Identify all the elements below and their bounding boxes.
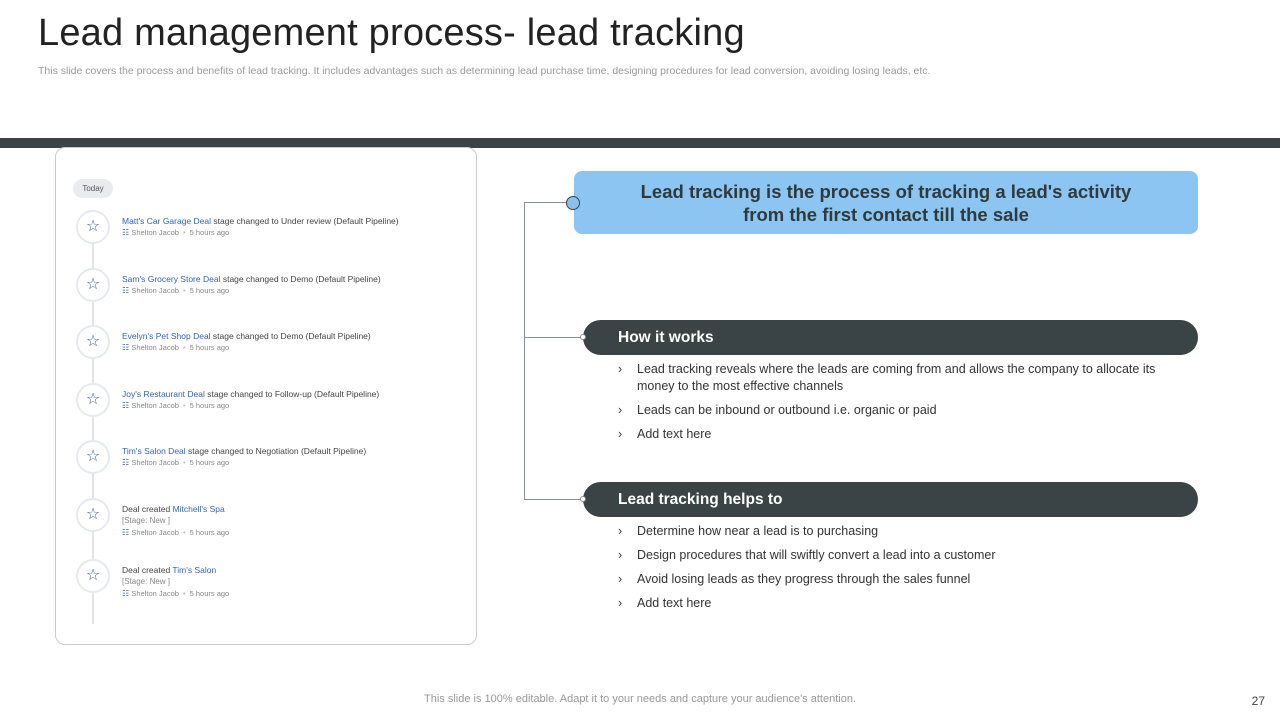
timeline-marker bbox=[76, 325, 110, 359]
definition-text bbox=[641, 180, 1132, 226]
timeline-item-time: 5 hours ago bbox=[189, 343, 230, 352]
deal-link[interactable]: Sam's Grocery Store Deal bbox=[122, 274, 221, 284]
timeline-item-text bbox=[122, 330, 371, 354]
separator-dot: • bbox=[182, 589, 186, 598]
timeline-item bbox=[76, 498, 466, 538]
separator-dot: • bbox=[182, 228, 186, 237]
definition-node-dot bbox=[566, 196, 580, 210]
separator-dot: • bbox=[182, 286, 186, 295]
timeline-marker bbox=[76, 383, 110, 417]
timeline-item bbox=[76, 325, 466, 365]
timeline-item-meta bbox=[122, 227, 399, 239]
user-icon: ☷ bbox=[122, 589, 132, 598]
timeline-item-meta bbox=[122, 285, 381, 297]
timeline-item-meta bbox=[122, 588, 229, 600]
bullet-item: › Determine how near a lead is to purchasing bbox=[618, 523, 1178, 540]
timeline-item-stage: [Stage: New ] bbox=[122, 516, 171, 525]
connector-to-helps-to bbox=[524, 499, 584, 500]
star-icon: ☆ bbox=[85, 333, 101, 350]
bullet-item: › Add text here bbox=[618, 426, 1178, 443]
timeline-marker bbox=[76, 440, 110, 474]
definition-line-2: from the first contact till the sale bbox=[743, 203, 1029, 225]
user-icon: ☷ bbox=[122, 343, 132, 352]
timeline-item bbox=[76, 383, 466, 423]
star-icon: ☆ bbox=[85, 218, 101, 235]
timeline-item-description: stage changed to Demo (Default Pipeline) bbox=[220, 274, 381, 284]
star-icon: ☆ bbox=[85, 567, 101, 584]
timeline-item bbox=[76, 440, 466, 480]
timeline-item-time: 5 hours ago bbox=[189, 286, 230, 295]
deal-link[interactable]: Tim's Salon Deal bbox=[122, 446, 186, 456]
timeline-item-meta bbox=[122, 400, 379, 412]
timeline-marker bbox=[76, 268, 110, 302]
deal-link[interactable]: Tim's Salon bbox=[172, 565, 217, 575]
timeline-item-description: stage changed to Under review (Default Pipeline) bbox=[211, 216, 399, 226]
bullet-item: › Leads can be inbound or outbound i.e. organic or paid bbox=[618, 402, 1178, 419]
timeline-item-stage: [Stage: New ] bbox=[122, 577, 171, 586]
definition-box bbox=[574, 171, 1198, 234]
timeline-item-user: Shelton Jacob bbox=[131, 343, 179, 352]
user-icon: ☷ bbox=[122, 228, 132, 237]
timeline-marker bbox=[76, 498, 110, 532]
timeline-item-text bbox=[122, 445, 366, 469]
user-icon: ☷ bbox=[122, 401, 132, 410]
bullet-item: › Add text here bbox=[618, 595, 1178, 612]
separator-dot: • bbox=[182, 458, 186, 467]
how-it-works-list bbox=[618, 361, 1178, 450]
how-it-works-label: How it works bbox=[618, 329, 714, 346]
timeline-item-meta bbox=[122, 457, 366, 469]
activity-timeline-panel bbox=[55, 147, 477, 645]
star-icon: ☆ bbox=[85, 391, 101, 408]
timeline-item-meta bbox=[122, 527, 229, 539]
timeline-item-time: 5 hours ago bbox=[189, 228, 230, 237]
deal-link[interactable]: Joy's Restaurant Deal bbox=[122, 389, 205, 399]
bullet-item: › Avoid losing leads as they progress through the sales funnel bbox=[618, 571, 1178, 588]
user-icon: ☷ bbox=[122, 458, 132, 467]
timeline-marker bbox=[76, 559, 110, 593]
deal-link[interactable]: Evelyn's Pet Shop Deal bbox=[122, 331, 211, 341]
timeline-item bbox=[76, 559, 466, 599]
slide-footer-note: This slide is 100% editable. Adapt it to your needs and capture your audience's attention. bbox=[424, 693, 856, 705]
helps-to-node-dot bbox=[580, 496, 586, 502]
timeline-item-user: Shelton Jacob bbox=[131, 589, 179, 598]
timeline-item-user: Shelton Jacob bbox=[131, 286, 179, 295]
page-number: 27 bbox=[1251, 694, 1265, 708]
timeline-item-time: 5 hours ago bbox=[189, 401, 230, 410]
separator-dot: • bbox=[182, 343, 186, 352]
timeline-item bbox=[76, 268, 466, 308]
user-icon: ☷ bbox=[122, 528, 132, 537]
connector-vertical-line bbox=[524, 202, 525, 500]
timeline-item-user: Shelton Jacob bbox=[131, 228, 179, 237]
user-icon: ☷ bbox=[122, 286, 132, 295]
timeline-item-prefix: Deal created bbox=[122, 565, 173, 575]
timeline-item-time: 5 hours ago bbox=[189, 458, 230, 467]
timeline-item-user: Shelton Jacob bbox=[131, 458, 179, 467]
separator-dot: • bbox=[182, 528, 186, 537]
deal-link[interactable]: Matt's Car Garage Deal bbox=[122, 216, 212, 226]
definition-line-1: Lead tracking is the process of tracking a lead's activity bbox=[640, 180, 1132, 202]
deal-link[interactable]: Mitchell's Spa bbox=[172, 504, 225, 514]
timeline-item-text bbox=[122, 215, 399, 239]
timeline-item-text bbox=[122, 273, 381, 297]
today-chip: Today bbox=[73, 179, 113, 198]
connector-to-how-it-works bbox=[524, 337, 584, 338]
timeline-item-time: 5 hours ago bbox=[189, 589, 230, 598]
slide-title: Lead management process- lead tracking bbox=[38, 12, 745, 54]
timeline-item-user: Shelton Jacob bbox=[131, 528, 179, 537]
timeline-item-time: 5 hours ago bbox=[189, 528, 230, 537]
timeline-item-description: stage changed to Negotiation (Default Pipeline) bbox=[185, 446, 367, 456]
star-icon: ☆ bbox=[85, 506, 101, 523]
star-icon: ☆ bbox=[85, 276, 101, 293]
timeline-item-user: Shelton Jacob bbox=[131, 401, 179, 410]
slide-subtitle: This slide covers the process and benefits of lead tracking. It includes advantages such as determining lead purchase time, designing procedures for lead conversion, avoiding losing leads, etc. bbox=[38, 65, 931, 77]
timeline-item-description: stage changed to Follow-up (Default Pipeline) bbox=[204, 389, 380, 399]
timeline-marker bbox=[76, 210, 110, 244]
timeline-item-meta bbox=[122, 342, 371, 354]
separator-dot: • bbox=[182, 401, 186, 410]
helps-to-list bbox=[618, 523, 1178, 619]
star-icon: ☆ bbox=[85, 448, 101, 465]
how-it-works-header bbox=[583, 320, 1198, 355]
how-it-works-node-dot bbox=[580, 334, 586, 340]
bullet-item: › Design procedures that will swiftly convert a lead into a customer bbox=[618, 547, 1178, 564]
timeline-item-text bbox=[122, 388, 379, 412]
helps-to-label: Lead tracking helps to bbox=[618, 491, 783, 508]
timeline-item-text bbox=[122, 503, 229, 539]
timeline-item-prefix: Deal created bbox=[122, 504, 173, 514]
helps-to-header bbox=[583, 482, 1198, 517]
timeline-item-description: stage changed to Demo (Default Pipeline) bbox=[210, 331, 371, 341]
timeline-item bbox=[76, 210, 466, 250]
timeline-item-text bbox=[122, 564, 229, 600]
bullet-item: › Lead tracking reveals where the leads are coming from and allows the company to allocate its money to the most effective channels bbox=[618, 361, 1178, 394]
